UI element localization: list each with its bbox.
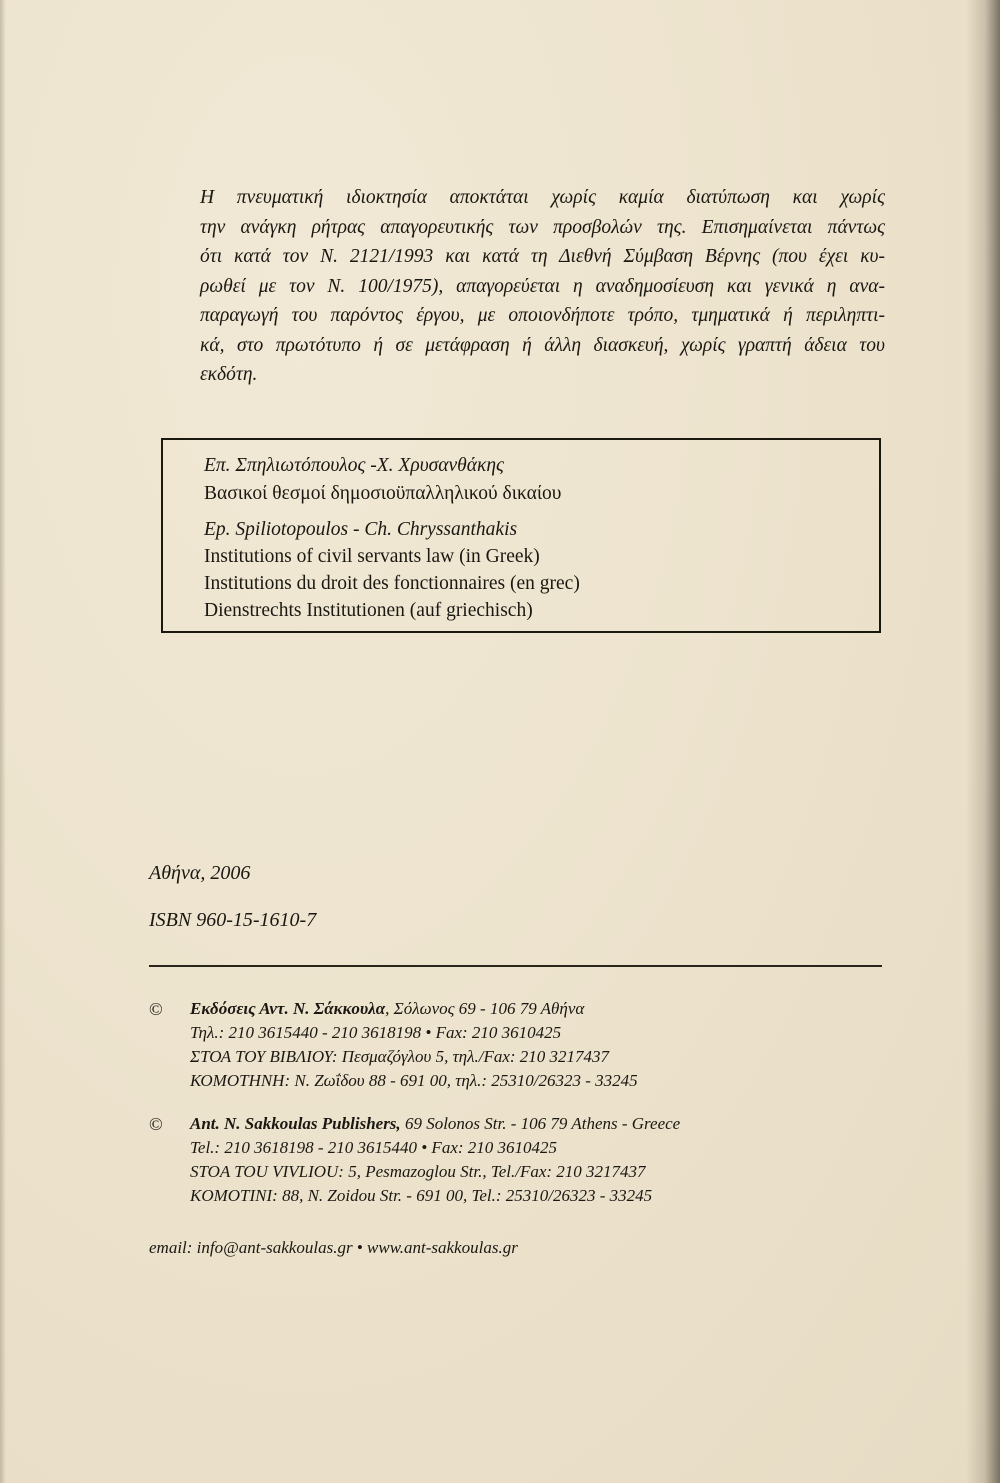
- publisher-store: STOA TOU VIVLIOU: 5, Pesmazoglou Str., Tel./Fax: 210 3217437: [190, 1162, 646, 1181]
- isbn: ISBN 960-15-1610-7: [149, 909, 317, 931]
- publisher-name: Εκδόσεις Αντ. Ν. Σάκκουλα: [190, 999, 386, 1018]
- publisher-store: ΣΤΟΑ ΤΟΥ ΒΙΒΛΙΟΥ: Πεσμαζόγλου 5, τηλ./Fax: 210 3217437: [190, 1047, 610, 1066]
- title-french: Institutions du droit des fonctionnaires (en grec): [204, 573, 580, 594]
- publisher-address: 69 Solonos Str. - 106 79 Athens - Greece: [400, 1114, 681, 1133]
- notice-line: παραγωγή του παρόντος έργου, με οποιονδήποτε τρόπο, τμηματικά ή περιληπτι-: [200, 305, 885, 326]
- copyright-notice: [200, 183, 885, 390]
- notice-line: την ανάγκη ρήτρας απαγορευτικής των προσβολών της. Επισημαίνεται πάντως: [200, 216, 885, 238]
- publisher-address: , Σόλωνος 69 - 106 79 Αθήνα: [385, 999, 585, 1018]
- publisher-branch: ΚΟΜΟΤΗΝΗ: Ν. Ζωΐδου 88 - 691 00, τηλ.: 25310/26323 - 33245: [190, 1071, 638, 1090]
- authors-latin: Ep. Spiliotopoulos - Ch. Chryssanthakis: [204, 519, 518, 540]
- publisher-branch: KOMOTINI: 88, N. Zoidou Str. - 691 00, Tel.: 25310/26323 - 33245: [190, 1186, 653, 1205]
- authors-greek: Επ. Σπηλιωτόπουλος -Χ. Χρυσανθάκης: [204, 455, 504, 476]
- publisher-name: Ant. N. Sakkoulas Publishers,: [190, 1114, 401, 1133]
- notice-line: κά, στο πρωτότυπο ή σε μετάφραση ή άλλη διασκευή, χωρίς γραπτή άδεια του: [200, 334, 885, 356]
- publisher-phone: Tel.: 210 3618198 - 210 3615440 • Fax: 210 3610425: [190, 1138, 558, 1157]
- copyright-symbol: ©: [149, 999, 163, 1019]
- page-spine-shadow: [966, 0, 1000, 1483]
- title-greek: Βασικοί θεσμοί δημοσιοϋπαλληλικού δικαίου: [204, 483, 562, 504]
- book-info-box: [161, 438, 881, 633]
- page-left-edge: [0, 0, 6, 1483]
- publisher-phone: Τηλ.: 210 3615440 - 210 3618198 • Fax: 210 3610425: [190, 1023, 562, 1042]
- notice-line: Η πνευματική ιδιοκτησία αποκτάται χωρίς καμία διατύπωση και χωρίς: [200, 187, 885, 208]
- notice-line: εκδότη.: [200, 364, 258, 385]
- title-english: Institutions of civil servants law (in Greek): [204, 546, 540, 567]
- copyright-symbol: ©: [149, 1114, 163, 1134]
- title-german: Dienstrechts Institutionen (auf griechisch): [204, 600, 533, 621]
- contact-line: email: info@ant-sakkoulas.gr • www.ant-sakkoulas.gr: [149, 1238, 518, 1257]
- place-date: Αθήνα, 2006: [149, 862, 251, 884]
- notice-line: ρωθεί με τον Ν. 100/1975), απαγορεύεται η αναδημοσίευση και γενικά η ανα-: [200, 275, 885, 297]
- divider-rule: [149, 965, 882, 967]
- notice-line: ότι κατά τον Ν. 2121/1993 και κατά τη Διεθνή Σύμβαση Βέρνης (που έχει κυ-: [200, 246, 885, 267]
